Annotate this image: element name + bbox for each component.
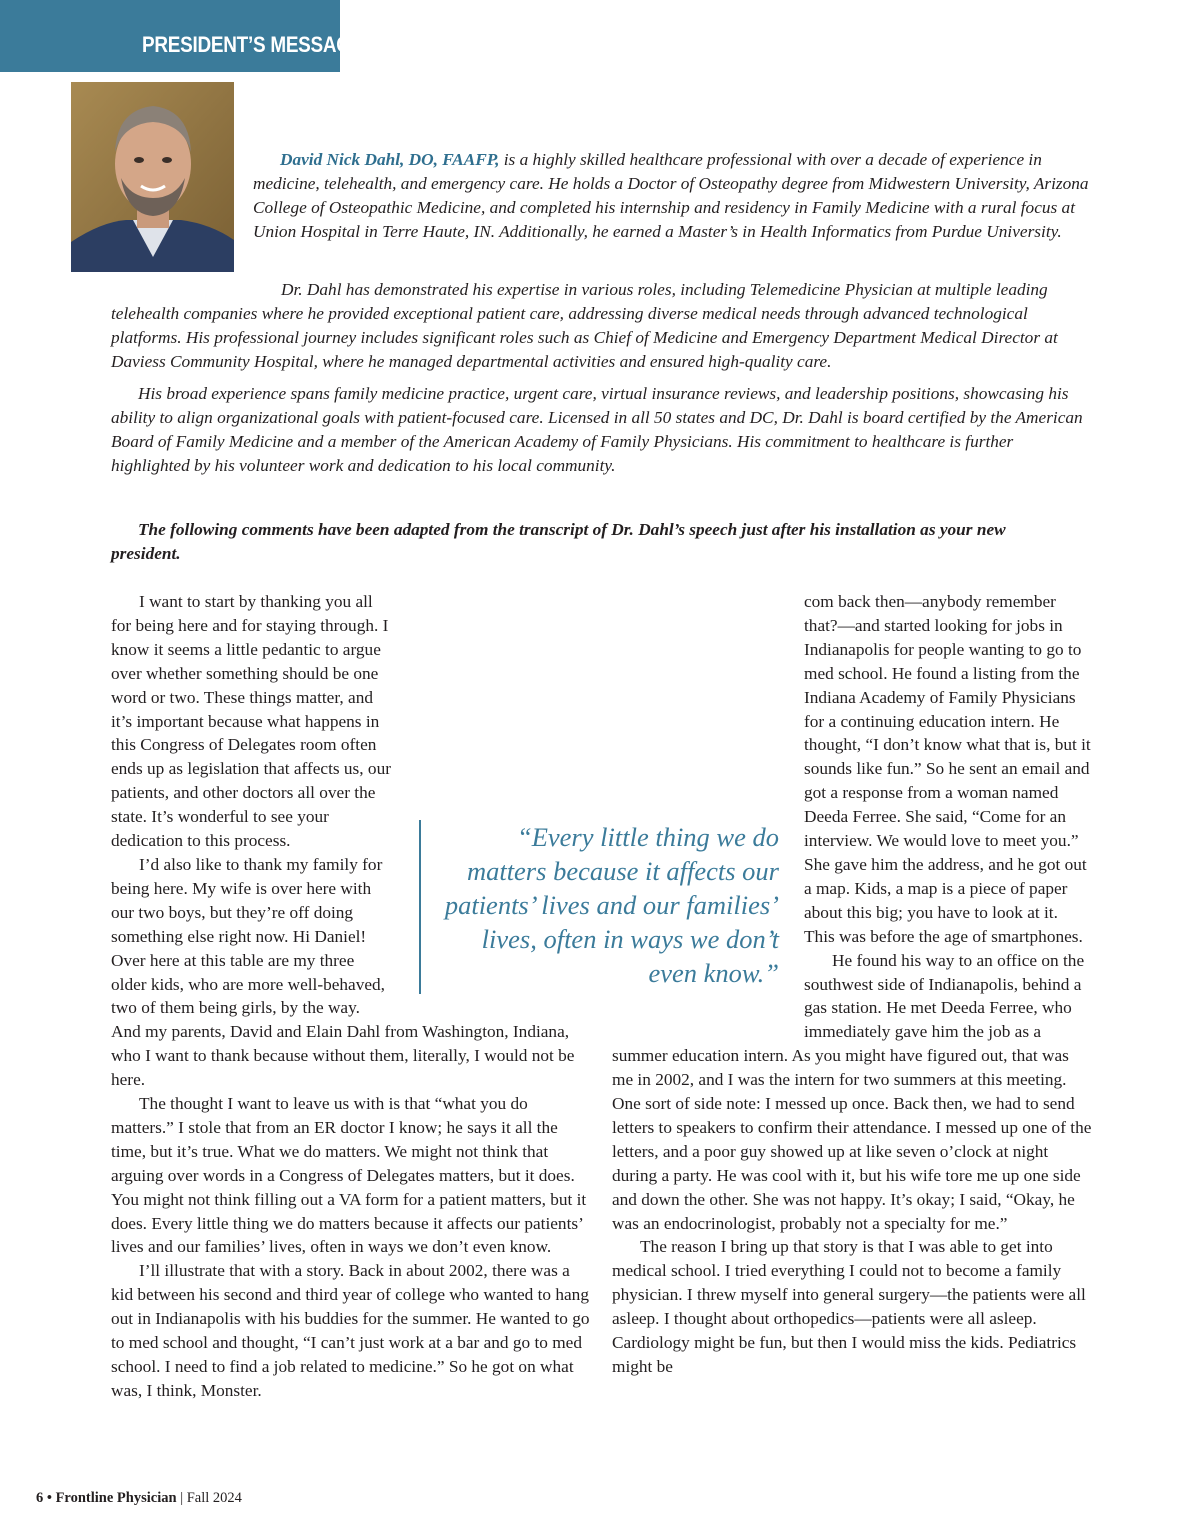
page-number: 6 [36, 1490, 44, 1506]
bio-paragraph-1-text: is a highly skilled healthcare professional with over a decade of experience in medicine, telehealth, and emergency care. He holds a Doctor of Osteopathy degree from Midwestern University, Arizona College of Osteopathic Medicine, and completed his internship and residency in Family Medicine with a rural focus at Union Hospital in Terre Haute, IN. Additionally, he earned a Master’s in Health Informatics from Purdue University. [253, 150, 1089, 241]
issue-label: | Fall 2024 [180, 1490, 242, 1506]
body-paragraph: The thought I want to leave us with is that “what you do matters.” I stole that from an ER doctor I know; he says it all the time, but it’s true. What we do matters. We might not think that arguing over words in a Congress of Delegates matters, but it does. You might not think filling out a VA form for a patient matters, but it does. Every little thing we do matters because it affects our patients’ lives and our families’ lives, often in ways we don’t even know. [111, 1094, 587, 1257]
bio-paragraph-3: His broad experience spans family medicine practice, urgent care, virtual insurance reviews, and leadership positions, showcasing his ability to align organizational goals with patient-focused care. Licensed in all 50 states and DC, Dr. Dahl is board certified by the American Board of Family Medicine and a member of the American Academy of Family Physicians. His commitment to healthcare is further highlighted by his volunteer work and dedication to his local community. [111, 384, 1083, 475]
page-footer [36, 1490, 242, 1507]
body-paragraph: com back then—anybody remember that?—and started looking for jobs in Indianapolis for people wanting to go to med school. He found a listing from the Indiana Academy of Family Physicians for a continuing education intern. He thought, “I don’t know what that is, but it sounds like fun.” So he sent an email and got a response from a woman named Deeda Ferree. She said, “Come for an interview. We would love to meet you.” She gave him the address, and he got out a map. Kids, a map is a piece of paper about this big; you have to look at it. This was before the age of smartphones. [804, 592, 1091, 946]
speech-intro: The following comments have been adapted from the transcript of Dr. Dahl’s speech just after his installation as your new president. [111, 520, 1006, 563]
section-title: PRESIDENT’S MESSAGE [142, 32, 364, 57]
footer-separator: • [46, 1490, 52, 1506]
author-name: David Nick Dahl, DO, FAAFP, [280, 150, 500, 169]
pull-quote: “Every little thing we do matters because it affects our patients’ lives and our families’ lives, often in ways we don’t even know.” [419, 820, 779, 994]
body-paragraph: I’d also like to thank my family for being here. My wife is over here with our two boys, but they’re off doing something else right now. Hi Daniel! Over here at this table are my three older kids, who are more well-behaved, two of them being girls, by the way. And my parents, David and Elain Dahl from Washington, Indiana, who I want to thank because without them, literally, I would not be here. [111, 854, 575, 1090]
bio-paragraph-1 [253, 148, 1093, 244]
author-portrait [71, 82, 234, 272]
body-paragraph: I’ll illustrate that with a story. Back in about 2002, there was a kid between his second and third year of college who wanted to hang out in Indianapolis with his buddies for the summer. He wanted to go to med school and thought, “I can’t just work at a bar and go to med school. I need to find a job related to medicine.” So he got on what was, I think, Monster. [111, 1261, 590, 1400]
left-column [111, 590, 591, 1403]
body-paragraph: I want to start by thanking you all for being here and for staying through. I know it seems a little pedantic to argue over whether something should be one word or two. These things matter, and it’s important because what happens in this Congress of Delegates room often ends up as legislation that affects us, our patients, and other doctors all over the state. It’s wonderful to see your dedication to this process. [111, 592, 391, 851]
body-paragraph: He found his way to an office on the southwest side of Indianapolis, behind a gas station. He met Deeda Ferree, who immediately gave him the job as a summer education intern. As you might have figured out, that was me in 2002, and I was the intern for two summers at this meeting. One sort of side note: I messed up once. Back then, we had to send letters to speakers to confirm their attendance. I messed up one of the letters, and a poor guy showed up at like seven o’clock at night during a party. He was cool with it, but his wife tore me up one side and down the other. She was not happy. It’s okay; I said, “Okay, he was an endocrinologist, probably not a specialty for me.” [612, 950, 1092, 1233]
publication-name: Frontline Physician [55, 1490, 177, 1506]
bio-paragraph-2: Dr. Dahl has demonstrated his expertise in various roles, including Telemedicine Physician at multiple leading telehealth companies where he provided exceptional patient care, addressing diverse medical needs through advanced technological platforms. His professional journey includes significant roles such as Chief of Medicine and Emergency Department Medical Director at Daviess Community Hospital, where he managed departmental activities and ensured high-quality care. [111, 280, 1058, 371]
body-paragraph: The reason I bring up that story is that I was able to get into medical school. I tried everything I could not to become a family physician. I threw myself into general surgery—the patients were all asleep. I thought about orthopedics—patients were all asleep. Cardiology might be fun, but then I would miss the kids. Pediatrics might be [612, 1237, 1086, 1376]
